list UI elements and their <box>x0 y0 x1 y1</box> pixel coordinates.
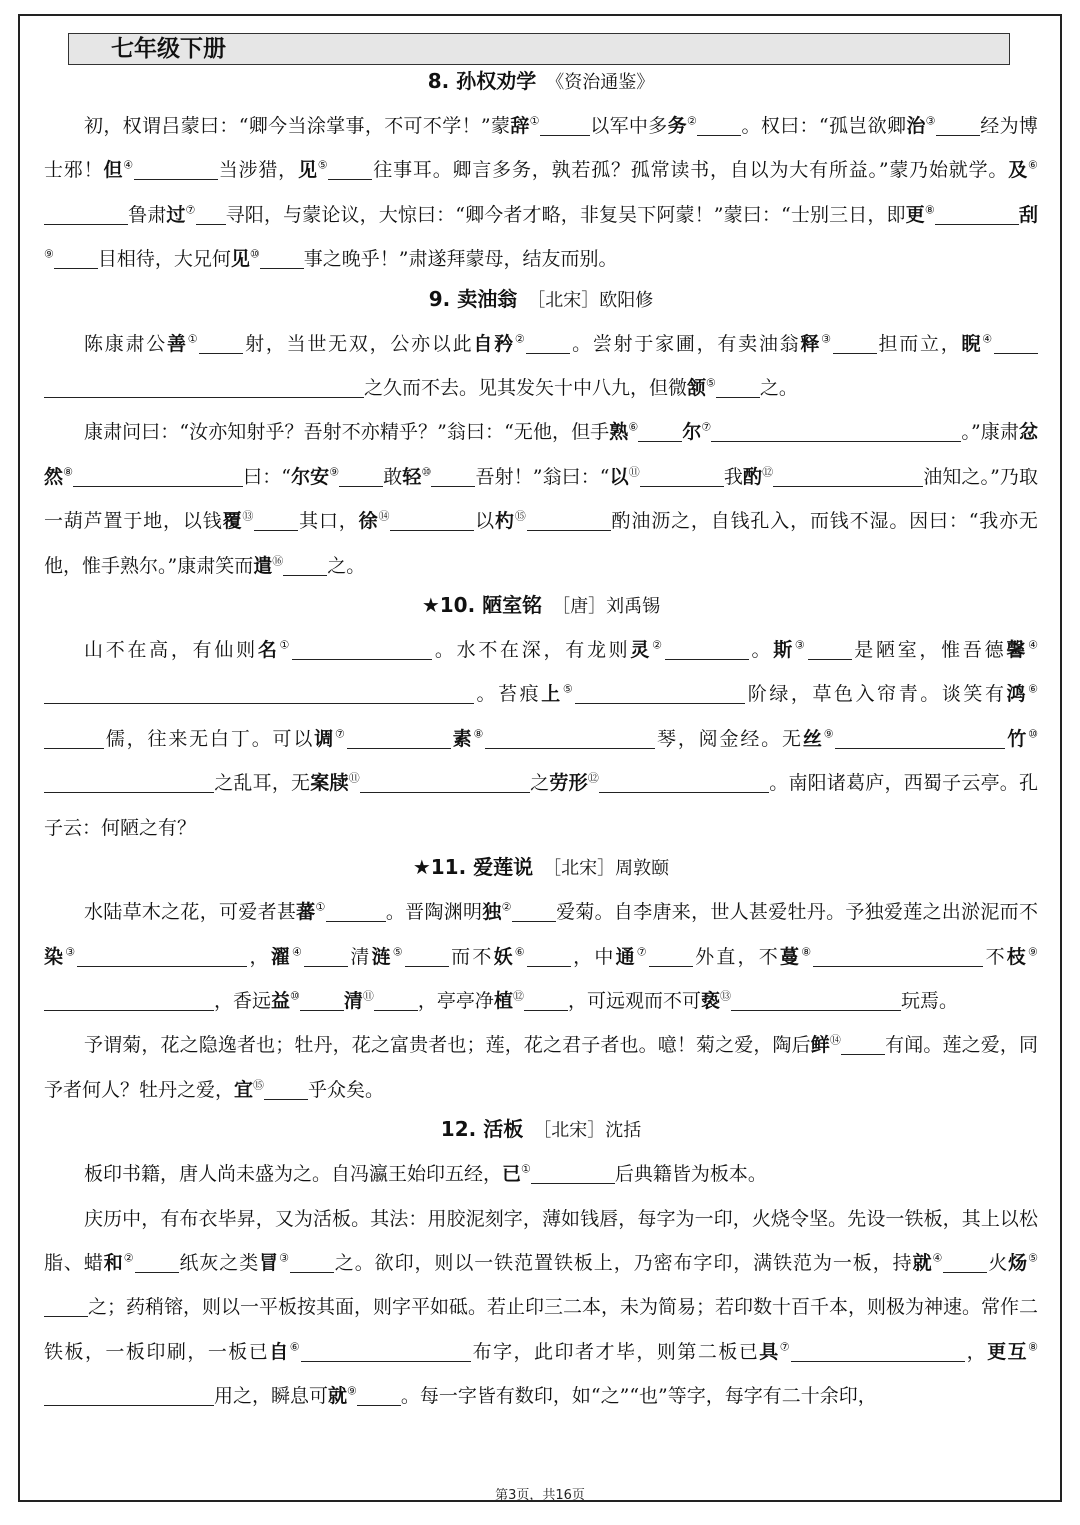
annotated-word: 劳形 <box>549 772 588 795</box>
answer-blank[interactable] <box>304 948 348 967</box>
annotation-number: ⑮ <box>253 1078 265 1092</box>
annotation-number: ① <box>521 1162 531 1176</box>
answer-blank[interactable] <box>290 1254 334 1273</box>
annotated-word: 竹 <box>1005 727 1029 750</box>
annotated-word: 更互 <box>987 1340 1029 1363</box>
answer-blank[interactable] <box>638 423 682 442</box>
annotation-number: ③ <box>279 1251 290 1265</box>
answer-blank[interactable] <box>527 948 571 967</box>
annotated-word: 名 <box>257 639 280 662</box>
answer-blank[interactable] <box>485 730 655 749</box>
annotated-word: 馨 <box>1006 639 1029 662</box>
worksheet-content <box>44 64 1038 1419</box>
section-author: 《资治通鉴》 <box>546 72 655 93</box>
annotated-word: 通 <box>615 945 637 968</box>
annotation-number: ④ <box>932 1251 944 1265</box>
annotation-number: ③ <box>65 945 78 959</box>
annotated-word: 具 <box>759 1340 780 1363</box>
section-title-text: 8. 孙权劝学 <box>427 69 537 93</box>
annotation-number: ⑪ <box>628 465 640 479</box>
answer-blank[interactable] <box>540 117 590 136</box>
answer-blank[interactable] <box>527 512 611 531</box>
passage-paragraph: 初，权谓吕蒙曰：“卿今当涂掌事，不可不学！”蒙辞① 以军中多务② 。权曰：“孤岂欲卿治③ 经为博士邪！但④ 当涉猎，见⑤ 往事耳。卿言多务，孰若孤？孤常读书，自以为大有所益。”蒙乃始就学。及⑥鲁肃过⑦ 寻阳，与蒙论议，大惊曰：“卿今者才略，非复吴下阿蒙！”蒙曰：“士别三日，即更⑧ 刮⑨ 目相待，大兄何见⑩ 事之晚乎！”肃遂拜蒙母，结友而别。 <box>44 114 1038 271</box>
answer-blank[interactable] <box>640 468 724 487</box>
annotated-word: 染 <box>44 945 66 968</box>
answer-blank[interactable] <box>716 379 760 398</box>
annotated-word: 徐 <box>358 510 379 533</box>
answer-blank[interactable] <box>44 730 104 749</box>
annotation-number: ⑩ <box>421 465 432 479</box>
annotated-word: 就 <box>328 1385 348 1408</box>
annotated-word: 上 <box>541 683 563 706</box>
annotated-word: 熟 <box>609 421 629 444</box>
annotation-number: ⑤ <box>392 945 405 959</box>
annotated-word: 益 <box>271 989 291 1012</box>
annotated-word: 素 <box>450 727 474 750</box>
answer-blank[interactable] <box>711 423 961 442</box>
annotated-word: 杓 <box>495 510 515 533</box>
section-title <box>44 66 1038 98</box>
annotation-number: ④ <box>1028 638 1038 652</box>
annotation-number: ⑧ <box>63 465 74 479</box>
annotation-number: ⑦ <box>185 203 196 217</box>
answer-blank[interactable] <box>813 948 983 967</box>
annotation-number: ⑧ <box>1028 1340 1038 1354</box>
passage-paragraph: 庆历中，有布衣毕昇，又为活板。其法：用胶泥刻字，薄如钱唇，每字为一印，火烧令坚。先设一铁板，其上以松脂、蜡和② 纸灰之类冒③ 之。欲印，则以一铁范置铁板上，乃密布字印，满铁范为一板，持就④ 火炀⑤之；药稍镕，则以一平板按其面，则字平如砥。若止印三二本，未为简易；若印数十百千本，则极为神速。常作二铁板，一板印刷，一板已自⑥ 布字，此印者才毕，则第二板已具⑦ ，更互⑧用之，瞬息可就⑨ 。每一字皆有数印，如“之”“也”等字，每字有二十余印， <box>44 1207 1039 1408</box>
annotation-number: ⑦ <box>335 727 347 741</box>
annotated-word: 遣 <box>253 554 273 577</box>
annotated-word: 就 <box>912 1251 933 1274</box>
answer-blank[interactable] <box>260 250 304 269</box>
answer-blank[interactable] <box>936 117 980 136</box>
annotated-word: 鲜 <box>810 1034 830 1057</box>
annotation-number: ⑧ <box>801 945 814 959</box>
annotated-word: 蔓 <box>780 945 802 968</box>
answer-blank[interactable] <box>54 250 98 269</box>
annotation-number: ⑥ <box>628 421 639 435</box>
annotated-word: 以 <box>609 465 629 488</box>
answer-blank[interactable] <box>791 1343 921 1362</box>
page-footer: 第3页，共16页 <box>495 1488 585 1503</box>
annotated-word: 冒 <box>259 1251 280 1274</box>
annotated-word: 自 <box>269 1340 290 1363</box>
annotation-number: ⑨ <box>347 1384 357 1398</box>
annotated-word: 及 <box>1008 159 1029 182</box>
annotation-number: ⑨ <box>329 465 340 479</box>
annotation-number: ⑩ <box>290 989 300 1003</box>
annotated-word: 更 <box>905 203 925 226</box>
section-author: ［北宋］沈括 <box>533 1120 642 1142</box>
annotation-number: ⑬ <box>719 989 731 1003</box>
annotation-number: ⑤ <box>562 683 576 697</box>
answer-blank[interactable] <box>196 206 226 225</box>
annotated-word: 亵 <box>700 989 720 1012</box>
section-title <box>44 590 1038 622</box>
section-author: ［唐］刘禹锡 <box>552 596 661 618</box>
annotated-word: 刮 <box>1018 203 1038 226</box>
annotation-number: ① <box>315 900 326 914</box>
annotation-number: ② <box>514 332 527 346</box>
annotation-number: ⑯ <box>272 554 284 568</box>
answer-blank[interactable] <box>44 1298 88 1317</box>
annotation-number: ② <box>686 114 698 128</box>
annotated-word: 辞 <box>510 115 530 137</box>
annotation-number: ⑦ <box>701 421 712 435</box>
answer-blank[interactable] <box>357 1387 401 1406</box>
annotation-number: ⑥ <box>1028 159 1038 173</box>
annotated-word: 但 <box>103 159 124 182</box>
answer-blank[interactable] <box>360 774 530 793</box>
annotation-number: ① <box>187 332 200 346</box>
answer-blank[interactable] <box>283 557 327 576</box>
annotated-word: 炀 <box>1008 1251 1029 1274</box>
annotation-number: ③ <box>925 114 936 128</box>
passage-paragraph: 陈康肃公善① 射，当世无双，公亦以此自矜② 。尝射于家圃，有卖油翁释③ 担而立，睨④之久而不去。见其发矢十中八九，但微颔⑤ 之。 <box>44 322 1038 411</box>
annotated-word: 颔 <box>687 377 707 400</box>
answer-blank[interactable] <box>921 1343 965 1362</box>
answer-blank[interactable] <box>943 1254 987 1273</box>
section-title-text: 12. 活板 <box>440 1117 524 1142</box>
answer-blank[interactable] <box>512 903 556 922</box>
annotated-word: 涟 <box>371 945 393 968</box>
answer-blank[interactable] <box>301 1343 471 1362</box>
annotation-number: ⑦ <box>636 945 649 959</box>
answer-blank[interactable] <box>44 1387 214 1406</box>
answer-blank[interactable] <box>374 992 418 1011</box>
section-title <box>44 852 1038 884</box>
annotated-word: 已 <box>502 1163 522 1186</box>
annotated-word: 忿然 <box>44 421 1038 488</box>
answer-blank[interactable] <box>994 335 1038 354</box>
answer-blank[interactable] <box>44 685 474 704</box>
annotation-number: ⑨ <box>44 247 54 261</box>
answer-blank[interactable] <box>524 992 568 1011</box>
section-author: ［北宋］周敦颐 <box>543 858 670 880</box>
annotation-number: ⑦ <box>779 1340 792 1354</box>
annotated-word: 酌 <box>742 465 763 488</box>
annotated-word: 濯 <box>270 945 293 968</box>
answer-blank[interactable] <box>135 1254 179 1273</box>
passage-paragraph: 予谓菊，花之隐逸者也；牡丹，花之富贵者也；莲，花之君子者也。噫！菊之爱，陶后鲜⑭ 有闻。莲之爱，同予者何人？牡丹之爱，宜⑮ 乎众矣。 <box>44 1033 1038 1101</box>
annotation-number: ⑪ <box>348 771 360 785</box>
annotated-word: 和 <box>103 1251 124 1274</box>
annotated-word: 过 <box>166 203 186 226</box>
answer-blank[interactable] <box>347 730 451 749</box>
answer-blank[interactable] <box>134 161 218 180</box>
answer-blank[interactable] <box>697 117 741 136</box>
annotated-word: 释 <box>800 332 822 355</box>
annotation-number: ⑥ <box>1028 683 1038 697</box>
annotated-word: 植 <box>493 989 513 1012</box>
annotation-number: ④ <box>292 945 305 959</box>
answer-blank[interactable] <box>935 206 1019 225</box>
answer-blank[interactable] <box>339 468 383 487</box>
answer-blank[interactable] <box>77 948 247 967</box>
annotated-word: 妖 <box>493 945 515 968</box>
answer-blank[interactable] <box>390 512 474 531</box>
passage-paragraph: 板印书籍，唐人尚未盛为之。自冯瀛王始印五经，已① 后典籍皆为板本。 <box>84 1162 767 1186</box>
annotation-number: ⑮ <box>514 509 527 523</box>
annotated-word: 丝 <box>802 727 824 750</box>
answer-blank[interactable] <box>292 641 432 660</box>
annotated-word: 清 <box>343 989 363 1012</box>
annotated-word: 灵 <box>630 639 653 662</box>
annotated-word: 独 <box>482 901 502 924</box>
section-author: ［北宋］欧阳修 <box>527 289 654 311</box>
annotated-word: 覆 <box>222 510 243 533</box>
annotation-number: ② <box>123 1251 135 1265</box>
annotation-number: ⑤ <box>1028 1251 1038 1265</box>
annotated-word: 善 <box>167 332 188 355</box>
annotation-number: ④ <box>123 159 134 173</box>
answer-blank[interactable] <box>808 641 852 660</box>
annotation-number: ⑫ <box>512 989 524 1003</box>
annotated-word: 尔安 <box>291 465 330 488</box>
passage-paragraph: 康肃问曰：“汝亦知射乎？吾射不亦精乎？”翁曰：“无他，但手熟⑥ 尔⑦ 。”康肃忿然⑧ 曰：“尔安⑨ 敢轻⑩ 吾射！”翁曰：“以⑪ 我酌⑫ 油知之。”乃取一葫芦置于地，以钱覆⑬ 其口，徐⑭ 以杓⑮ 酌油沥之，自钱孔入，而钱不湿。因曰：“我亦无他，惟手熟尔。”康肃笑而遣⑯ 之。 <box>44 421 1038 577</box>
answer-blank[interactable] <box>833 335 877 354</box>
answer-blank[interactable] <box>649 948 693 967</box>
answer-blank[interactable] <box>599 774 769 793</box>
answer-blank[interactable] <box>254 512 298 531</box>
answer-blank[interactable] <box>841 1036 885 1055</box>
answer-blank[interactable] <box>526 335 570 354</box>
section-title <box>44 284 1038 316</box>
answer-blank[interactable] <box>328 161 372 180</box>
answer-blank[interactable] <box>44 206 128 225</box>
annotation-number: ⑤ <box>317 159 329 173</box>
section-title-text: ★11. 爱莲说 <box>412 855 534 880</box>
annotated-word: 尔 <box>682 421 702 444</box>
answer-blank[interactable] <box>264 1081 308 1100</box>
answer-blank[interactable] <box>431 468 475 487</box>
annotated-word: 务 <box>667 115 687 137</box>
annotation-number: ⑭ <box>378 509 391 523</box>
annotated-word: 调 <box>314 727 336 750</box>
annotation-number: ⑨ <box>823 727 836 741</box>
annotated-word: 见 <box>297 159 318 182</box>
grade-title: 七年级下册 <box>68 33 1010 65</box>
answer-blank[interactable] <box>835 730 1005 749</box>
annotation-number: ② <box>652 638 665 652</box>
answer-blank[interactable] <box>531 1165 615 1184</box>
annotation-number: ① <box>279 638 293 652</box>
answer-blank[interactable] <box>44 379 364 398</box>
answer-blank[interactable] <box>326 903 386 922</box>
annotation-number: ⑫ <box>587 771 600 785</box>
annotation-number: ① <box>529 114 540 128</box>
annotated-word: 治 <box>906 115 926 137</box>
passage-paragraph: 山不在高，有仙则名① 。水不在深，有龙则灵② 。斯③ 是陋室，惟吾德馨④。苔痕上⑤ 阶绿，草色入帘青。谈笑有鸿⑥儒，往来无白丁。可以调⑦ 素⑧ 琴，阅金经。无丝⑨ 竹⑩之乱耳，无案牍⑪ 之劳形⑫ 。南阳诸葛庐，西蜀子云亭。孔子云：何陋之有？ <box>44 638 1038 839</box>
annotated-word: 轻 <box>402 465 422 488</box>
answer-blank[interactable] <box>73 468 243 487</box>
annotated-word: 见 <box>230 248 250 271</box>
annotation-number: ④ <box>982 332 994 346</box>
annotated-word: 宜 <box>234 1078 254 1101</box>
answer-blank[interactable] <box>773 468 923 487</box>
answer-blank[interactable] <box>199 335 243 354</box>
answer-blank[interactable] <box>44 992 214 1011</box>
annotated-word: 鸿 <box>1006 683 1029 706</box>
annotated-word: 斯 <box>773 639 795 662</box>
annotation-number: ③ <box>821 332 833 346</box>
annotated-word: 案牍 <box>310 772 349 795</box>
annotated-word: 枝 <box>1006 945 1029 968</box>
annotation-number: ⑧ <box>473 727 486 741</box>
annotation-number: ⑥ <box>289 1340 302 1354</box>
annotation-number: ③ <box>794 638 808 652</box>
answer-blank[interactable] <box>665 641 749 660</box>
annotation-number: ⑪ <box>362 989 374 1003</box>
answer-blank[interactable] <box>300 992 344 1011</box>
annotation-number: ⑭ <box>829 1033 841 1047</box>
answer-blank[interactable] <box>44 774 214 793</box>
annotation-number: ⑩ <box>249 247 260 261</box>
annotation-number: ⑬ <box>242 509 255 523</box>
annotation-number: ⑧ <box>924 203 935 217</box>
section-title-text: ★10. 陋室铭 <box>421 593 543 618</box>
answer-blank[interactable] <box>405 948 449 967</box>
answer-blank[interactable] <box>575 685 745 704</box>
annotated-word: 自矜 <box>473 332 515 355</box>
annotated-word: 睨 <box>961 332 983 355</box>
annotation-number: ⑨ <box>1028 945 1038 959</box>
annotation-number: ② <box>501 900 512 914</box>
annotation-number: ⑤ <box>706 376 716 390</box>
annotation-number: ⑫ <box>762 465 774 479</box>
section-title <box>44 1114 1038 1146</box>
answer-blank[interactable] <box>731 992 901 1011</box>
annotation-number: ⑩ <box>1028 727 1038 741</box>
section-title-text: 9. 卖油翁 <box>428 286 518 311</box>
annotated-word: 蕃 <box>296 901 316 924</box>
passage-paragraph: 水陆草木之花，可爱者甚蕃① 。晋陶渊明独② 爱菊。自李唐来，世人甚爱牡丹。予独爱莲之出淤泥而不染③ ，濯④ 清涟⑤ 而不妖⑥ ，中通⑦ 外直，不蔓⑧ 不枝⑨，香远益⑩ 清⑪ ，亭亭净植⑫ ，可远观而不可亵⑬ 玩焉。 <box>44 900 1038 1012</box>
annotation-number: ⑥ <box>514 945 527 959</box>
